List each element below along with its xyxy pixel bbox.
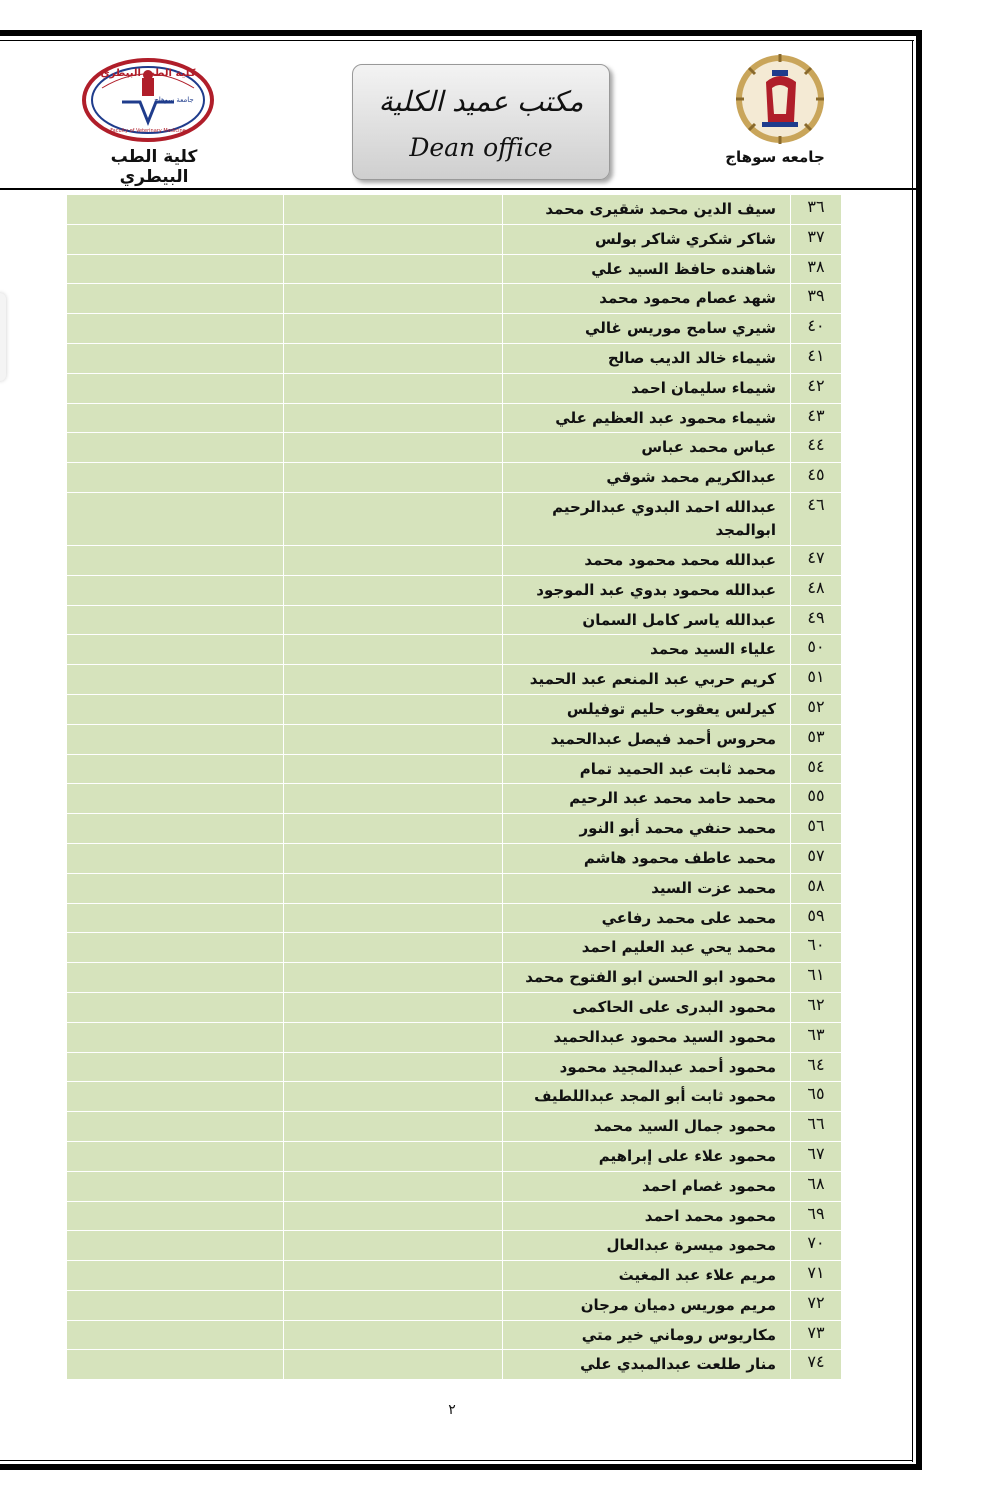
empty-cell	[67, 724, 284, 754]
table-row	[67, 545, 842, 575]
table-row	[67, 254, 842, 284]
table-row	[67, 284, 842, 314]
student-name: عبدالله محمود بدوي عبد الموجود	[503, 575, 791, 605]
empty-cell	[284, 492, 503, 545]
empty-cell	[284, 1022, 503, 1052]
empty-cell	[284, 754, 503, 784]
row-number: ٣٦	[791, 195, 842, 225]
row-number: ٧٠	[791, 1231, 842, 1261]
empty-cell	[67, 575, 284, 605]
empty-cell	[284, 1201, 503, 1231]
empty-cell	[67, 1141, 284, 1171]
row-number: ٤٥	[791, 463, 842, 493]
dean-office-title-ar: مكتب عميد الكلية	[378, 85, 584, 118]
row-number: ٦٢	[791, 992, 842, 1022]
page-frame-bottom-inner	[0, 1460, 913, 1461]
student-name: عبدالكريم محمد شوقي	[503, 463, 791, 493]
empty-cell	[67, 254, 284, 284]
sohag-university-logo-icon	[734, 52, 826, 146]
table-row	[67, 694, 842, 724]
row-number: ٤١	[791, 343, 842, 373]
table-row	[67, 1171, 842, 1201]
table-row	[67, 314, 842, 344]
empty-cell	[284, 403, 503, 433]
row-number: ٣٨	[791, 254, 842, 284]
empty-cell	[67, 1201, 284, 1231]
empty-cell	[67, 843, 284, 873]
empty-cell	[284, 635, 503, 665]
empty-cell	[284, 724, 503, 754]
row-number: ٣٧	[791, 224, 842, 254]
table-row	[67, 1112, 842, 1142]
empty-cell	[284, 1350, 503, 1380]
student-name: عبدالله احمد البدوي عبدالرحيم ابوالمجد	[503, 492, 791, 545]
empty-cell	[67, 373, 284, 403]
page-frame-bottom	[0, 1464, 922, 1470]
row-number: ٥٧	[791, 843, 842, 873]
empty-cell	[67, 873, 284, 903]
row-number: ٦٧	[791, 1141, 842, 1171]
empty-cell	[67, 403, 284, 433]
row-number: ٥٦	[791, 814, 842, 844]
row-number: ٦٦	[791, 1112, 842, 1142]
empty-cell	[284, 1112, 503, 1142]
row-number: ٤٤	[791, 433, 842, 463]
row-number: ٧٢	[791, 1290, 842, 1320]
empty-cell	[284, 605, 503, 635]
table-row	[67, 433, 842, 463]
empty-cell	[284, 992, 503, 1022]
student-name: شاهنده حافظ السيد علي	[503, 254, 791, 284]
student-name: محمود السيد محمود عبدالحميد	[503, 1022, 791, 1052]
student-name: محمود ميسرة عبدالعال	[503, 1231, 791, 1261]
student-name: محمد حنفي محمد أبو النور	[503, 814, 791, 844]
table-row	[67, 963, 842, 993]
row-number: ٤٨	[791, 575, 842, 605]
student-name: علياء السيد محمد	[503, 635, 791, 665]
empty-cell	[67, 1112, 284, 1142]
student-name: عبدالله محمد محمود محمد	[503, 545, 791, 575]
student-name: شهد عصام محمود محمد	[503, 284, 791, 314]
row-number: ٥٩	[791, 903, 842, 933]
row-number: ٥٤	[791, 754, 842, 784]
table-row	[67, 814, 842, 844]
row-number: ٦٥	[791, 1082, 842, 1112]
table-row	[67, 224, 842, 254]
row-number: ٥٥	[791, 784, 842, 814]
empty-cell	[67, 1350, 284, 1380]
student-name: مريم علاء عبد المغيث	[503, 1261, 791, 1291]
empty-cell	[284, 665, 503, 695]
empty-cell	[284, 373, 503, 403]
student-name: سيف الدين محمد شقيرى محمد	[503, 195, 791, 225]
empty-cell	[284, 903, 503, 933]
empty-cell	[67, 343, 284, 373]
row-number: ٤٣	[791, 403, 842, 433]
row-number: ٦٣	[791, 1022, 842, 1052]
row-number: ٣٩	[791, 284, 842, 314]
table-row	[67, 903, 842, 933]
empty-cell	[67, 195, 284, 225]
empty-cell	[284, 433, 503, 463]
student-name: محمد عزت السيد	[503, 873, 791, 903]
table-row	[67, 1261, 842, 1291]
empty-cell	[284, 1320, 503, 1350]
header-divider	[0, 188, 918, 190]
student-name: مريم موريس دميان مرجان	[503, 1290, 791, 1320]
table-row	[67, 1231, 842, 1261]
row-number: ٧١	[791, 1261, 842, 1291]
page-frame-right-inner	[912, 40, 913, 1462]
empty-cell	[284, 1261, 503, 1291]
empty-cell	[284, 545, 503, 575]
empty-cell	[67, 1022, 284, 1052]
student-name: محمد على محمد رفاعي	[503, 903, 791, 933]
table-row	[67, 754, 842, 784]
empty-cell	[67, 992, 284, 1022]
table-row	[67, 605, 842, 635]
empty-cell	[67, 933, 284, 963]
row-number: ٦٤	[791, 1052, 842, 1082]
empty-cell	[67, 1171, 284, 1201]
empty-cell	[284, 284, 503, 314]
page-frame-right	[916, 30, 922, 1470]
table-row	[67, 1141, 842, 1171]
student-roster-body	[67, 195, 842, 1380]
row-number: ٤٦	[791, 492, 842, 545]
table-row	[67, 575, 842, 605]
empty-cell	[67, 492, 284, 545]
table-row	[67, 1290, 842, 1320]
empty-cell	[67, 463, 284, 493]
empty-cell	[67, 284, 284, 314]
empty-cell	[67, 694, 284, 724]
table-row	[67, 1022, 842, 1052]
row-number: ٥٨	[791, 873, 842, 903]
empty-cell	[67, 963, 284, 993]
empty-cell	[67, 1082, 284, 1112]
student-name: شيماء خالد الديب صالح	[503, 343, 791, 373]
empty-cell	[67, 635, 284, 665]
vet-faculty-logo-icon	[82, 58, 214, 142]
empty-cell	[67, 814, 284, 844]
empty-cell	[67, 1231, 284, 1261]
table-row	[67, 1201, 842, 1231]
row-number: ٧٣	[791, 1320, 842, 1350]
table-row	[67, 1052, 842, 1082]
empty-cell	[67, 784, 284, 814]
empty-cell	[284, 224, 503, 254]
empty-cell	[284, 694, 503, 724]
table-row	[67, 992, 842, 1022]
sohag-university-caption: جامعه سوهاج	[725, 148, 825, 166]
student-name: كريم حربي عبد المنعم عبد الحميد	[503, 665, 791, 695]
table-row	[67, 403, 842, 433]
table-row	[67, 665, 842, 695]
table-row	[67, 843, 842, 873]
page-frame-top-inner	[0, 40, 914, 41]
row-number: ٤٠	[791, 314, 842, 344]
table-row	[67, 635, 842, 665]
row-number: ٤٢	[791, 373, 842, 403]
dean-office-title-en: Dean office	[409, 133, 553, 162]
table-row	[67, 195, 842, 225]
empty-cell	[284, 1141, 503, 1171]
empty-cell	[67, 1261, 284, 1291]
row-number: ٦٨	[791, 1171, 842, 1201]
empty-cell	[67, 903, 284, 933]
row-number: ٦٠	[791, 933, 842, 963]
table-row	[67, 373, 842, 403]
row-number: ٥١	[791, 665, 842, 695]
empty-cell	[67, 1320, 284, 1350]
empty-cell	[284, 343, 503, 373]
empty-cell	[284, 195, 503, 225]
student-name: محمود البدرى على الحاكمى	[503, 992, 791, 1022]
row-number: ٤٩	[791, 605, 842, 635]
table-row	[67, 1082, 842, 1112]
row-number: ٥٣	[791, 724, 842, 754]
empty-cell	[67, 1290, 284, 1320]
empty-cell	[284, 1290, 503, 1320]
student-name: محمد ثابت عبد الحميد تمام	[503, 754, 791, 784]
student-name: منار طلعت عبدالمبدي علي	[503, 1350, 791, 1380]
student-name: محمود علاء على إبراهيم	[503, 1141, 791, 1171]
student-name: محمود ثابت أبو المجد عبداللطيف	[503, 1082, 791, 1112]
table-row	[67, 463, 842, 493]
student-name: محمود غصام احمد	[503, 1171, 791, 1201]
empty-cell	[67, 1052, 284, 1082]
empty-cell	[284, 873, 503, 903]
empty-cell	[67, 754, 284, 784]
row-number: ٦١	[791, 963, 842, 993]
logo-text-top: كلية الطب البيطري	[100, 68, 196, 79]
table-row	[67, 724, 842, 754]
student-name: مكاريوس روماني خير متي	[503, 1320, 791, 1350]
page-frame-top	[0, 30, 922, 36]
student-name: محمود ابو الحسن ابو الفتوح محمد	[503, 963, 791, 993]
empty-cell	[284, 1231, 503, 1261]
student-name: شيماء سليمان احمد	[503, 373, 791, 403]
table-row	[67, 1320, 842, 1350]
empty-cell	[67, 433, 284, 463]
side-scroll-tab[interactable]	[0, 293, 6, 381]
empty-cell	[284, 463, 503, 493]
empty-cell	[284, 933, 503, 963]
empty-cell	[284, 1082, 503, 1112]
student-name: شاكر شكري شاكر بولس	[503, 224, 791, 254]
table-row	[67, 873, 842, 903]
empty-cell	[67, 224, 284, 254]
table-row	[67, 343, 842, 373]
student-name: شيري سامح موريس غالي	[503, 314, 791, 344]
table-row	[67, 1350, 842, 1380]
empty-cell	[67, 545, 284, 575]
table-row	[67, 784, 842, 814]
page-number: ٢	[448, 1402, 456, 1418]
empty-cell	[284, 784, 503, 814]
empty-cell	[284, 814, 503, 844]
empty-cell	[284, 575, 503, 605]
row-number: ٦٩	[791, 1201, 842, 1231]
student-name: محمد عاطف محمود هاشم	[503, 843, 791, 873]
student-name: محمود محمد احمد	[503, 1201, 791, 1231]
student-name: محمود جمال السيد محمد	[503, 1112, 791, 1142]
row-number: ٥٠	[791, 635, 842, 665]
row-number: ٧٤	[791, 1350, 842, 1380]
empty-cell	[284, 1171, 503, 1201]
empty-cell	[284, 963, 503, 993]
student-name: كيرلس يعقوب حليم توفيلس	[503, 694, 791, 724]
student-name: محمد يحي عبد العليم احمد	[503, 933, 791, 963]
row-number: ٤٧	[791, 545, 842, 575]
student-name: محمد حامد محمد عبد الرحيم	[503, 784, 791, 814]
student-name: عباس محمد عباس	[503, 433, 791, 463]
empty-cell	[67, 314, 284, 344]
dean-office-title-box	[352, 64, 610, 180]
table-row	[67, 492, 842, 545]
student-name: عبدالله ياسر كامل السمان	[503, 605, 791, 635]
student-roster-table	[66, 194, 842, 1380]
empty-cell	[67, 665, 284, 695]
empty-cell	[284, 1052, 503, 1082]
logo-text-en: Faculty of Veterinary Medicine	[110, 128, 186, 134]
student-name: محمود أحمد عبدالمجيد محمود	[503, 1052, 791, 1082]
student-name: محروس أحمد فيصل عبدالحميد	[503, 724, 791, 754]
empty-cell	[67, 605, 284, 635]
table-row	[67, 933, 842, 963]
logo-text-sub: جامعة سوهاج	[154, 96, 194, 104]
empty-cell	[284, 314, 503, 344]
empty-cell	[284, 843, 503, 873]
student-name: شيماء محمود عبد العظيم علي	[503, 403, 791, 433]
row-number: ٥٢	[791, 694, 842, 724]
empty-cell	[284, 254, 503, 284]
vet-faculty-caption: كلية الطب البيطري	[110, 147, 198, 187]
